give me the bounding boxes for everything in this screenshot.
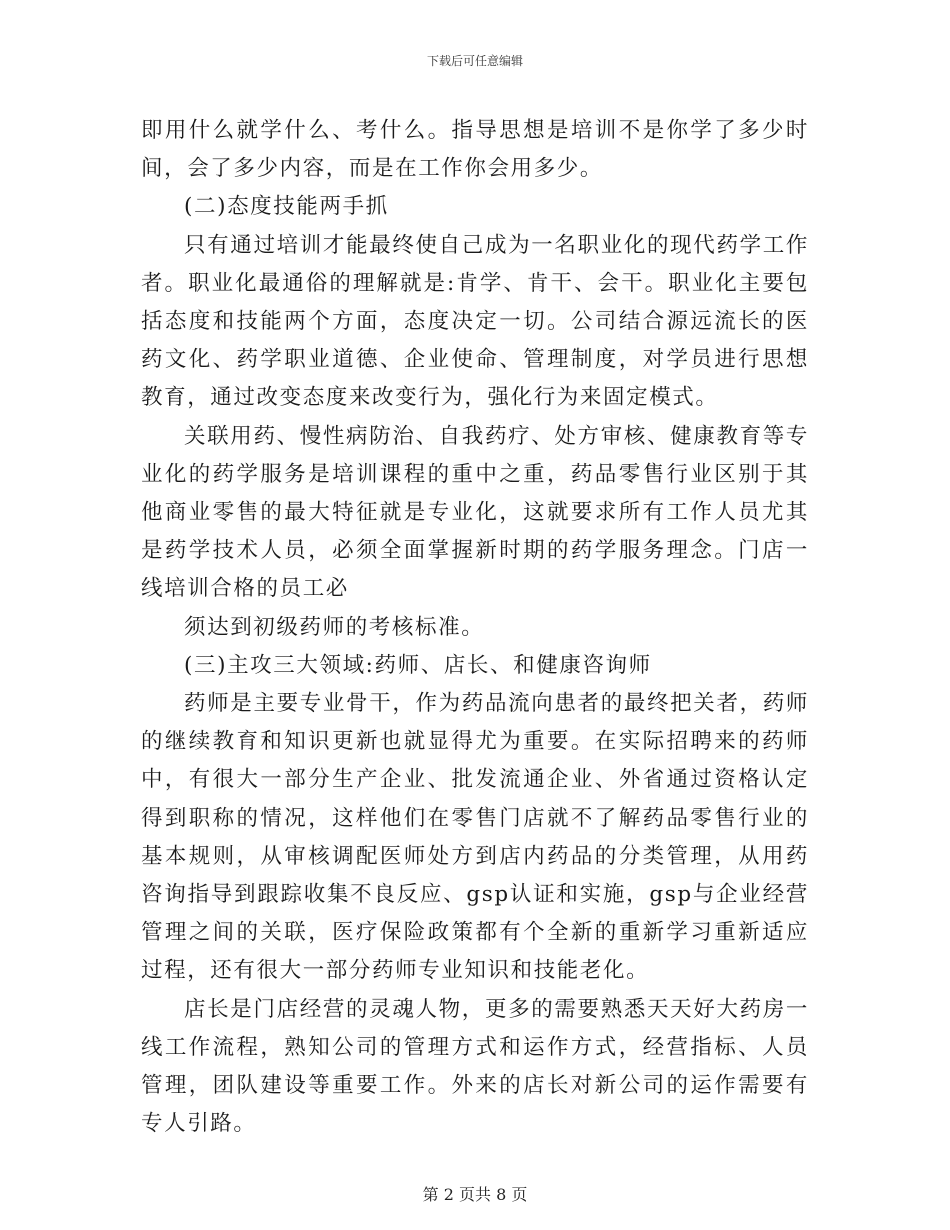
paragraph-3: 只有通过培训才能最终使自己成为一名职业化的现代药学工作者。职业化最通俗的理解就是:肯学、肯干、会干。职业化主要包括态度和技能两个方面，态度决定一切。公司结合源远流长的医药文化、药学职业道德、企业使命、管理制度，对学员进行思想教育，通过改变态度来改变行为，强化行为来固定模式。	[141, 232, 809, 411]
paragraph-8: 店长是门店经营的灵魂人物，更多的需要熟悉天天好大药房一线工作流程，熟知公司的管理方式和运作方式，经营指标、人员管理，团队建设等重要工作。外来的店长对新公司的运作需要有专人引路。	[141, 996, 809, 1137]
section-heading-3: (三)主攻三大领域:药师、店长、和健康咨询师	[184, 652, 652, 678]
document-body	[141, 112, 809, 1143]
paragraph-5: 须达到初级药师的考核标准。	[184, 614, 485, 640]
page-footer: 第 2 页共 8 页	[422, 1185, 528, 1204]
page-header: 下载后可任意编辑	[426, 54, 523, 68]
paragraph-4: 关联用药、慢性病防治、自我药疗、处方审核、健康教育等专业化的药学服务是培训课程的重中之重，药品零售行业区别于其他商业零售的最大特征就是专业化，这就要求所有工作人员尤其是药学技术人员，必须全面掌握新时期的药学服务理念。门店一线培训合格的员工必	[141, 423, 809, 602]
paragraph-7: 药师是主要专业骨干，作为药品流向患者的最终把关者，药师的继续教育和知识更新也就显得尤为重要。在实际招聘来的药师中，有很大一部分生产企业、批发流通企业、外省通过资格认定得到职称的情况，这样他们在零售门店就不了解药品零售行业的基本规则，从审核调配医师处方到店内药品的分类管理，从用药咨询指导到跟踪收集不良反应、gsp认证和实施，gsp与企业经营管理之间的关联，医疗保险政策都有个全新的重新学习重新适应过程，还有很大一部分药师专业知识和技能老化。	[141, 691, 809, 984]
paragraph-1: 即用什么就学什么、考什么。指导思想是培训不是你学了多少时间，会了多少内容，而是在工作你会用多少。	[141, 118, 809, 182]
section-heading-2: (二)态度技能两手抓	[184, 194, 389, 220]
